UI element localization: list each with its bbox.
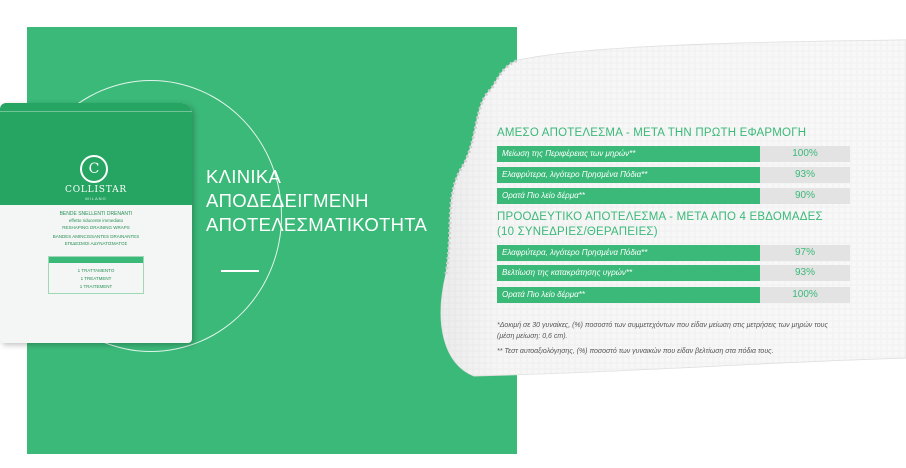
result-value: 100% [760, 146, 850, 162]
treatment-line-2: 1 TREATMENT [80, 276, 112, 281]
treatment-line-3: 1 TRAITEMENT [79, 284, 113, 289]
headline-line-1: ΚΛΙΝΙΚΑ [206, 166, 282, 187]
product-brand-sub: MILANO [85, 196, 107, 201]
result-row [497, 146, 850, 162]
result-value: 93% [760, 265, 850, 281]
result-label: Ορατά Πιο λείο δέρμα** [497, 188, 760, 204]
result-row [497, 167, 850, 183]
progressive-results-title: ΠΡΟΟΔΕΥΤΙΚΟ ΑΠΟΤΕΛΕΣΜΑ - ΜΕΤΑ ΑΠΟ 4 ΕΒΔΟΜΑΔΕΣ [497, 211, 823, 223]
treatment-line-1: 1 TRATTAMENTO [77, 268, 115, 273]
result-label: Ορατά Πιο λείο δέρμα** [497, 287, 760, 303]
result-value: 93% [760, 167, 850, 183]
result-label: Βελτίωση της κατακράτησης υγρών** [497, 265, 760, 281]
result-value: 97% [760, 245, 850, 261]
immediate-results-title: ΑΜΕΣΟ ΑΠΟΤΕΛΕΣΜΑ - ΜΕΤΑ ΤΗΝ ΠΡΩΤΗ ΕΦΑΡΜΟΓΗ [497, 127, 807, 139]
headline [206, 165, 427, 237]
headline-line-3: ΑΠΟΤΕΛΕΣΜΑΤΙΚΟΤΗΤΑ [206, 214, 428, 235]
treatment-box [48, 256, 144, 294]
result-value: 100% [760, 287, 850, 303]
result-label: Ελαφρύτερα, λιγότερο Πρησμένα Πόδια** [497, 245, 760, 261]
result-row [497, 287, 850, 303]
product-line-2: effetto riducente immediato [68, 218, 124, 223]
result-label: Ελαφρύτερα, λιγότερο Πρησμένα Πόδια** [497, 167, 760, 183]
progressive-results-subtitle: (10 ΣΥΝΕΔΡΙΕΣ/ΘΕΡΑΠΕΙΕΣ) [497, 226, 658, 238]
headline-line-2: ΑΠΟΔΕΔΕΙΓΜΕΝΗ [206, 190, 369, 211]
result-value: 90% [760, 188, 850, 204]
collistar-logo-icon: C [80, 155, 108, 183]
product-pouch-image [0, 103, 192, 343]
pouch-seal-line [0, 111, 192, 112]
product-line-4: BANDES AMINCISSANTES DRAINANTES [52, 234, 140, 239]
product-brand: COLLISTAR [65, 185, 127, 195]
result-row [497, 265, 850, 281]
footnote-1: *Δοκιμή σε 30 γυναίκες, (%) ποσοστό των συμμετεχόντων που είδαν μείωση στις μετρήσεις των μηρών τους (μέση μείωση: 0,6 cm). [497, 322, 828, 340]
product-line-3: RESHAPING DRAINING WRAPS [62, 225, 130, 230]
result-row [497, 245, 850, 261]
product-line-5: ΕΠΙΔΕΣΜΟΙ ΑΔΥΝΑΤΙΣΜΑΤΟΣ [64, 241, 128, 246]
result-label: Μείωση της Περιφέρειας των μηρών** [497, 146, 760, 162]
footnote-2: ** Τεστ αυτοαξιολόγησης, (%) ποσοστό των γυναικών που είδαν βελτίωση στα πόδια τους. [497, 348, 774, 355]
headline-divider [221, 270, 259, 272]
product-line-1: BENDE SNELLENTI DRENANTI [59, 211, 133, 217]
result-row [497, 188, 850, 204]
treatment-box-band [49, 257, 143, 263]
